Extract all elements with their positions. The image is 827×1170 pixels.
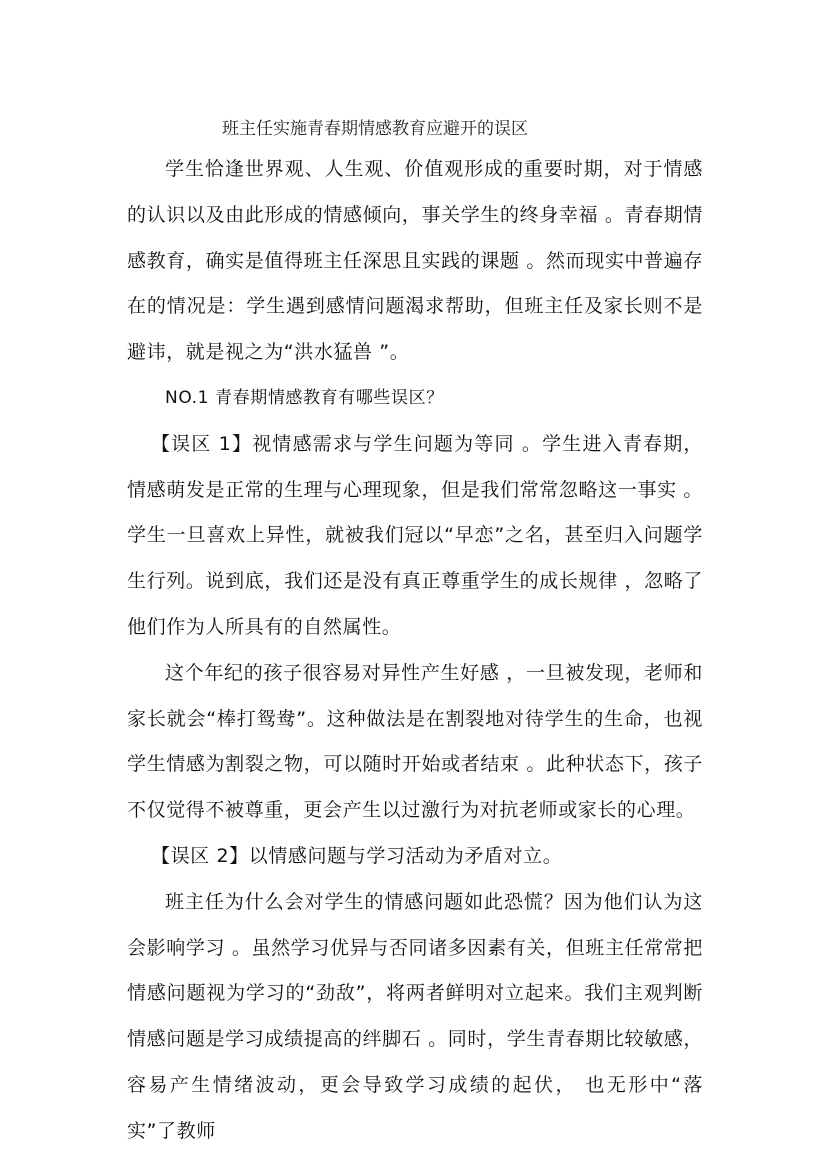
paragraph-misconception-1: 【误区 1】视情感需求与学生问题为等同 。学生进入青春期，情感萌发是正常的生理与心理现象，但是我们常常忽略这一事实 。学生一旦喜欢上异性，就被我们冠以“早恋”之名，甚至归入问题学生行列。说到底，我们还是没有真正尊重学生的成长规律 ，忽略了他们作为人所具有的自然属性。 bbox=[127, 432, 703, 638]
document-title: 班主任实施青春期情感教育应避开的误区 bbox=[222, 119, 528, 139]
section-heading-no1: NO.1 青春期情感教育有哪些误区？ bbox=[165, 387, 444, 408]
paragraph-intro: 学生恰逢世界观、人生观、价值观形成的重要时期，对于情感的认识以及由此形成的情感倾向，事关学生的终身幸福 。青春期情感教育，确实是值得班主任深思且实践的课题 。然而现实中普遍存在的情况是：学生遇到感情问题渴求帮助，但班主任及家长则不是避讳，就是视之为“洪水猛兽 ”。 bbox=[127, 158, 703, 364]
paragraph-misconception-1-detail: 这个年纪的孩子很容易对异性产生好感 ，一旦被发现，老师和家长就会“棒打鸳鸯”。这种做法是在割裂地对待学生的生命，也视学生情感为割裂之物，可以随时开始或者结束 。此种状态下，孩子不仅觉得不被尊重，更会产生以过激行为对抗老师或家长的心理。 bbox=[127, 661, 703, 822]
paragraph-misconception-2-detail: 班主任为什么会对学生的情感问题如此恐慌？因为他们认为这会影响学习 。虽然学习优异与否同诸多因素有关，但班主任常常把情感问题视为学习的“劲敌”，将两者鲜明对立起来。我们主观判断情感问题是学习成绩提高的绊脚石 。同时，学生青春期比较敏感，容易产生情绪波动，更会导致学习成绩的起伏， 也无形中“落实”了教师 bbox=[127, 890, 703, 1142]
paragraph-misconception-2: 【误区 2】以情感问题与学习活动为矛盾对立。 bbox=[151, 844, 563, 867]
document-body bbox=[127, 147, 703, 1155]
